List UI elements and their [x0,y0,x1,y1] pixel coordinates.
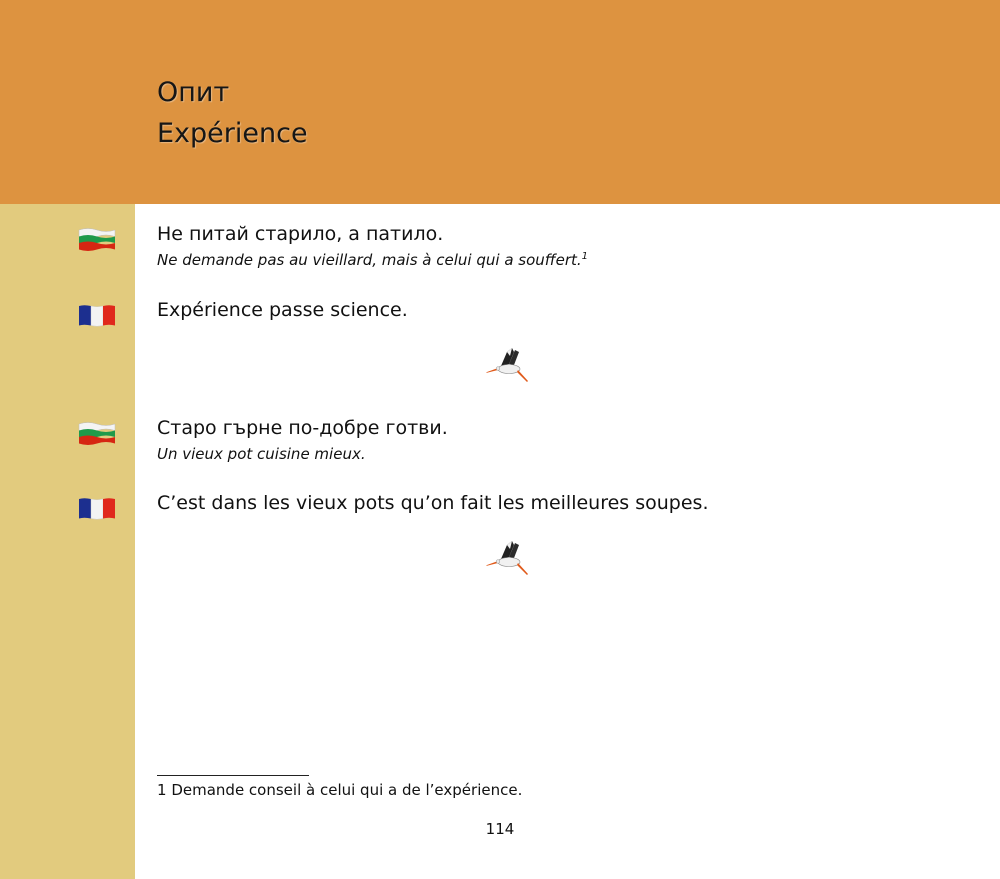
proverb-bulgarian: Не питай старило, а патило. [157,223,444,245]
footnote-text: Demande conseil à celui qui a de l’expérience. [171,781,523,799]
translation-text: Ne demande pas au vieillard, mais à celui qui a souffert. [157,251,582,269]
bulgarian-flag-icon [78,227,116,253]
stork-icon [483,539,531,579]
french-flag-icon [78,303,116,329]
proverb-french: Expérience passe science. [157,299,408,321]
footnote-divider [157,775,309,776]
proverb-bulgarian: Старо гърне по-добре готви. [157,417,448,439]
chapter-title-french: Expérience [157,118,308,149]
chapter-header [0,0,1000,204]
footnote [157,780,522,800]
footnote-number: 1 [157,781,167,799]
proverb-translation [157,250,588,270]
footnote-reference: 1 [581,251,589,262]
page-number: 114 [485,820,515,838]
proverb-french: C’est dans les vieux pots qu’on fait les meilleures soupes. [157,492,709,514]
bulgarian-flag-icon [78,421,116,447]
stork-icon [483,346,531,386]
chapter-title-bulgarian: Опит [157,77,230,108]
proverb-translation: Un vieux pot cuisine mieux. [157,445,366,463]
french-flag-icon [78,496,116,522]
